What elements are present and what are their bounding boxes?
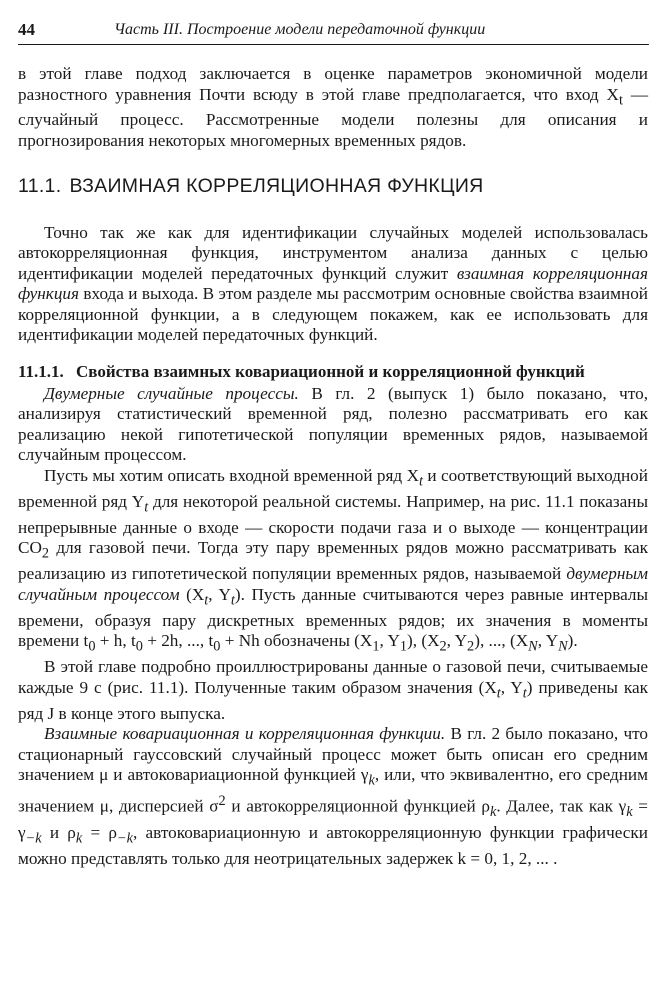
page-body xyxy=(18,64,648,869)
intro-paragraph: в этой главе подход заключается в оценке параметров экономичной модели разностного уравнения Почти всюду в этой главе предполагается, что вход $X_t$ — случайный процесс. Рассмотренные модели полезны для описания и прогнозирования некоторых многомерных временных рядов. xyxy=(18,64,649,150)
paragraph-gas-data: В этой главе подробно проиллюстрированы данные о газовой печи, считываемые каждые 9 с (рис. 11.1). Полученные таким образом значения ($X_t$, $Y_t$) приведены как ряд J в конце этого выпуска. xyxy=(18,657,648,723)
paragraph-bivariate-processes: Двумерные случайные процессы. В гл. 2 (выпуск 1) было показано, что, анализируя статистический временной ряд, полезно рассматривать его как реализацию некой гипотетической популяции временных рядов, называемой случайным процессом. xyxy=(18,383,648,465)
section-heading: 11.1. ВЗАИМНАЯ КОРРЕЛЯЦИОННАЯ ФУНКЦИЯ xyxy=(18,175,484,198)
section-paragraph: Точно так же как для идентификации случайных моделей использовалась автокорреляционная функция, инструментом анализа данных с целью идентификации моделей передаточных функций служит взаимная корреляционная функция входа и выхода. В этом разделе мы рассмотрим основные свойства взаимной корреляционной функции, а в следующем покажем, как ее использовать для идентификации моделей передаточных функций. xyxy=(18,222,648,345)
running-title: Часть III. Построение модели передаточной функции xyxy=(114,21,486,38)
subsection-heading: 11.1.1. Свойства взаимных ковариационной и корреляционной функций xyxy=(18,361,585,381)
page-header xyxy=(18,20,649,44)
paragraph-gas-furnace: Пусть мы хотим описать входной временной ряд $X_t$ и соответствующий выходной временной ряд $Y_t$ для некоторой реальной системы. Например, на рис. 11.1 показаны непрерывные данные о входе — скорости подачи газа и о выходе — концентрации $CO_2$ для газовой печи. Тогда эту пару временных рядов можно рассматривать как реализацию из гипотетической популяции временных рядов, называемой двумерным случайным процессом ($X_t$, $Y_t$). Пусть данные считываются через равные интервалы времени, образуя пару дискретных временных рядов; их значения в моменты времени $t_0 + h$, $t_0 + 2h$, ..., $t_0 + Nh$ обозначены ($X_1$, $Y_1$), ($X_2$, $Y_2$), ..., ($X_N$, $Y_N$). xyxy=(18,465,649,655)
page-number: 44 xyxy=(18,20,35,39)
paragraph-cross-functions: Взаимные ковариационная и корреляционная функции. В гл. 2 было показано, что стационарный гауссовский случайный процесс может быть описан его средним значением μ и автоковариационной функцией $\gamma_k$, или, что эквивалентно, его средним значением μ, дисперсией $\sigma^2$ и автокорреляционной функцией $\rho_k$. Далее, так как $\gamma_k = \gamma_{-k}$ и $\rho_k = \rho_{-k}$, автоковариационную и автокорреляционную функции графически можно представлять только для неотрицательных задержек k = 0, 1, 2, ... . xyxy=(18,724,648,868)
header-rule xyxy=(18,44,649,45)
